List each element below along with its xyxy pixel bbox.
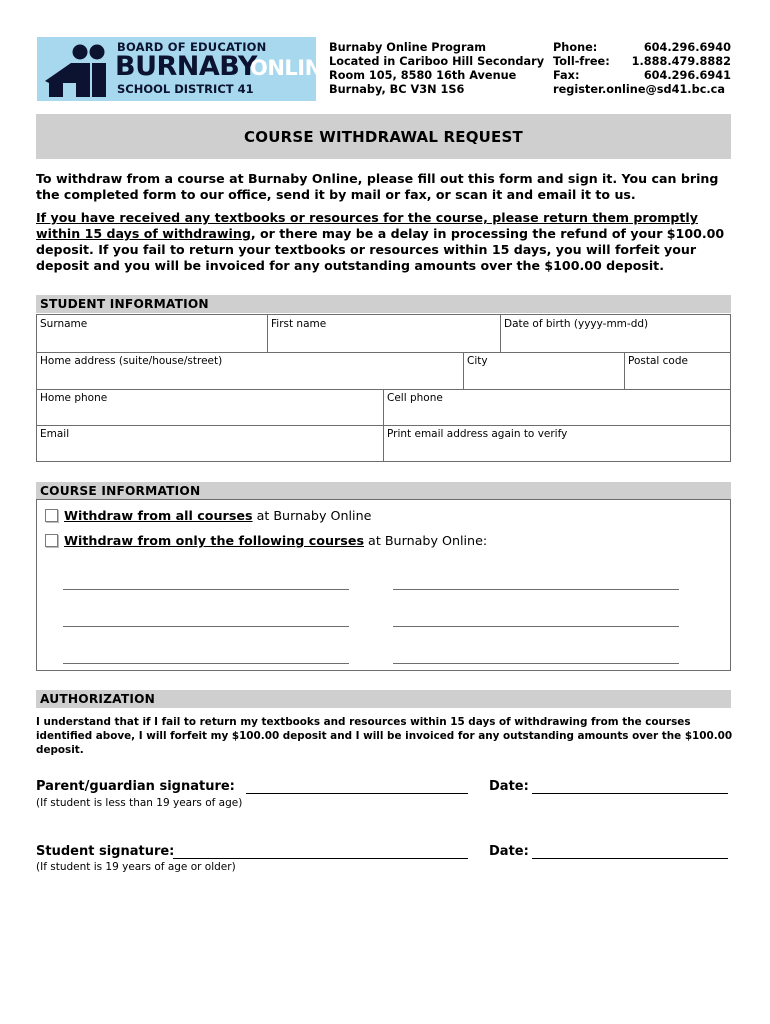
warning-paragraph bbox=[36, 210, 736, 274]
course-entry-line[interactable] bbox=[393, 663, 679, 664]
form-title: COURSE WITHDRAWAL REQUEST bbox=[36, 114, 731, 159]
email-field[interactable] bbox=[37, 425, 383, 461]
withdraw-all-checkbox[interactable] bbox=[45, 509, 58, 522]
student-signature-label: Student signature: bbox=[36, 844, 175, 859]
course-info-box bbox=[36, 499, 731, 671]
authorization-text: I understand that if I fail to return my textbooks and resources within 15 days of withdrawing from the courses identified above, I will forfeit my $100.00 deposit and I will be invoiced for any outstanding amounts over the $100.00 deposit. bbox=[36, 716, 733, 756]
parent-signature-note: (If student is less than 19 years of age) bbox=[36, 797, 243, 809]
home-address-label: Home address (suite/house/street) bbox=[40, 355, 223, 367]
postal-code-field[interactable] bbox=[625, 352, 730, 389]
email-verify-field[interactable] bbox=[384, 425, 730, 461]
student-date-label: Date: bbox=[489, 844, 529, 859]
address-line: Located in Cariboo Hill Secondary bbox=[329, 55, 545, 68]
email-label: Email bbox=[40, 428, 70, 440]
city-label: City bbox=[467, 355, 488, 367]
withdraw-some-checkbox[interactable] bbox=[45, 534, 58, 547]
home-phone-field[interactable] bbox=[37, 389, 383, 425]
students-figure-icon bbox=[43, 43, 107, 97]
address-line: Room 105, 8580 16th Avenue bbox=[329, 69, 517, 82]
logo-board-text: BOARD OF EDUCATION bbox=[117, 40, 267, 54]
home-address-field[interactable] bbox=[37, 352, 463, 389]
student-date-line[interactable] bbox=[532, 858, 728, 859]
fax-number: 604.296.6941 bbox=[643, 69, 731, 82]
logo-burnaby-text: BURNABY bbox=[115, 51, 257, 82]
address-line: Burnaby Online Program bbox=[329, 41, 486, 54]
phone-label: Phone: bbox=[553, 41, 598, 54]
parent-signature-label: Parent/guardian signature: bbox=[36, 779, 235, 794]
course-info-heading: COURSE INFORMATION bbox=[36, 482, 731, 500]
dob-field[interactable] bbox=[501, 315, 730, 352]
student-info-grid bbox=[36, 314, 731, 462]
program-address bbox=[329, 41, 544, 97]
first-name-label: First name bbox=[271, 318, 327, 330]
course-entry-line[interactable] bbox=[63, 589, 349, 590]
contact-email: register.online@sd41.bc.ca bbox=[553, 83, 725, 96]
student-signature-note: (If student is 19 years of age or older) bbox=[36, 861, 236, 873]
authorization-heading: AUTHORIZATION bbox=[36, 690, 731, 708]
logo-online-text: ONLINE bbox=[250, 56, 336, 80]
tollfree-label: Toll-free: bbox=[553, 55, 610, 68]
city-field[interactable] bbox=[464, 352, 624, 389]
logo-district-text: SCHOOL DISTRICT 41 bbox=[117, 82, 254, 96]
contact-info bbox=[553, 41, 731, 97]
course-entry-line[interactable] bbox=[393, 589, 679, 590]
cell-phone-label: Cell phone bbox=[387, 392, 443, 404]
warning-underlined: If you have received any textbooks or resources for the course, please return them promptly within 15 days of withdrawing bbox=[36, 210, 698, 241]
address-line: Burnaby, BC V3N 1S6 bbox=[329, 83, 465, 96]
parent-date-label: Date: bbox=[489, 779, 529, 794]
withdraw-all-rest: at Burnaby Online bbox=[252, 508, 372, 523]
postal-code-label: Postal code bbox=[628, 355, 688, 367]
fax-label: Fax: bbox=[553, 69, 580, 82]
course-entry-line[interactable] bbox=[393, 626, 679, 627]
first-name-field[interactable] bbox=[268, 315, 500, 352]
withdraw-all-option[interactable] bbox=[45, 508, 371, 523]
withdraw-some-rest: at Burnaby Online: bbox=[364, 533, 488, 548]
course-entry-line[interactable] bbox=[63, 663, 349, 664]
cell-phone-field[interactable] bbox=[384, 389, 730, 425]
parent-signature-line[interactable] bbox=[246, 793, 468, 794]
warning-rest: , or there may be a delay in processing the refund of your $100.00 deposit. If you fail to return your textbooks or resources within 15 days, you will forfeit your deposit and you will be invoiced for any outstanding amounts over the $100.00 deposit. bbox=[36, 226, 725, 273]
withdraw-all-label: Withdraw from all courses bbox=[64, 508, 253, 523]
surname-field[interactable] bbox=[37, 315, 267, 352]
student-info-heading: STUDENT INFORMATION bbox=[36, 295, 731, 313]
course-entry-line[interactable] bbox=[63, 626, 349, 627]
burnaby-online-logo bbox=[37, 37, 336, 101]
email-verify-label: Print email address again to verify bbox=[387, 428, 568, 440]
parent-date-line[interactable] bbox=[532, 793, 728, 794]
withdraw-some-label: Withdraw from only the following courses bbox=[64, 533, 365, 548]
phone-number: 604.296.6940 bbox=[643, 41, 731, 54]
surname-label: Surname bbox=[40, 318, 88, 330]
student-signature-line[interactable] bbox=[173, 858, 468, 859]
dob-label: Date of birth (yyyy-mm-dd) bbox=[504, 318, 649, 330]
tollfree-number: 1.888.479.8882 bbox=[631, 55, 731, 68]
intro-paragraph: To withdraw from a course at Burnaby Online, please fill out this form and sign it. You can bring the completed form to our office, send it by mail or fax, or scan it and email it to us. bbox=[36, 171, 719, 202]
home-phone-label: Home phone bbox=[40, 392, 108, 404]
withdraw-some-option[interactable] bbox=[45, 533, 487, 548]
